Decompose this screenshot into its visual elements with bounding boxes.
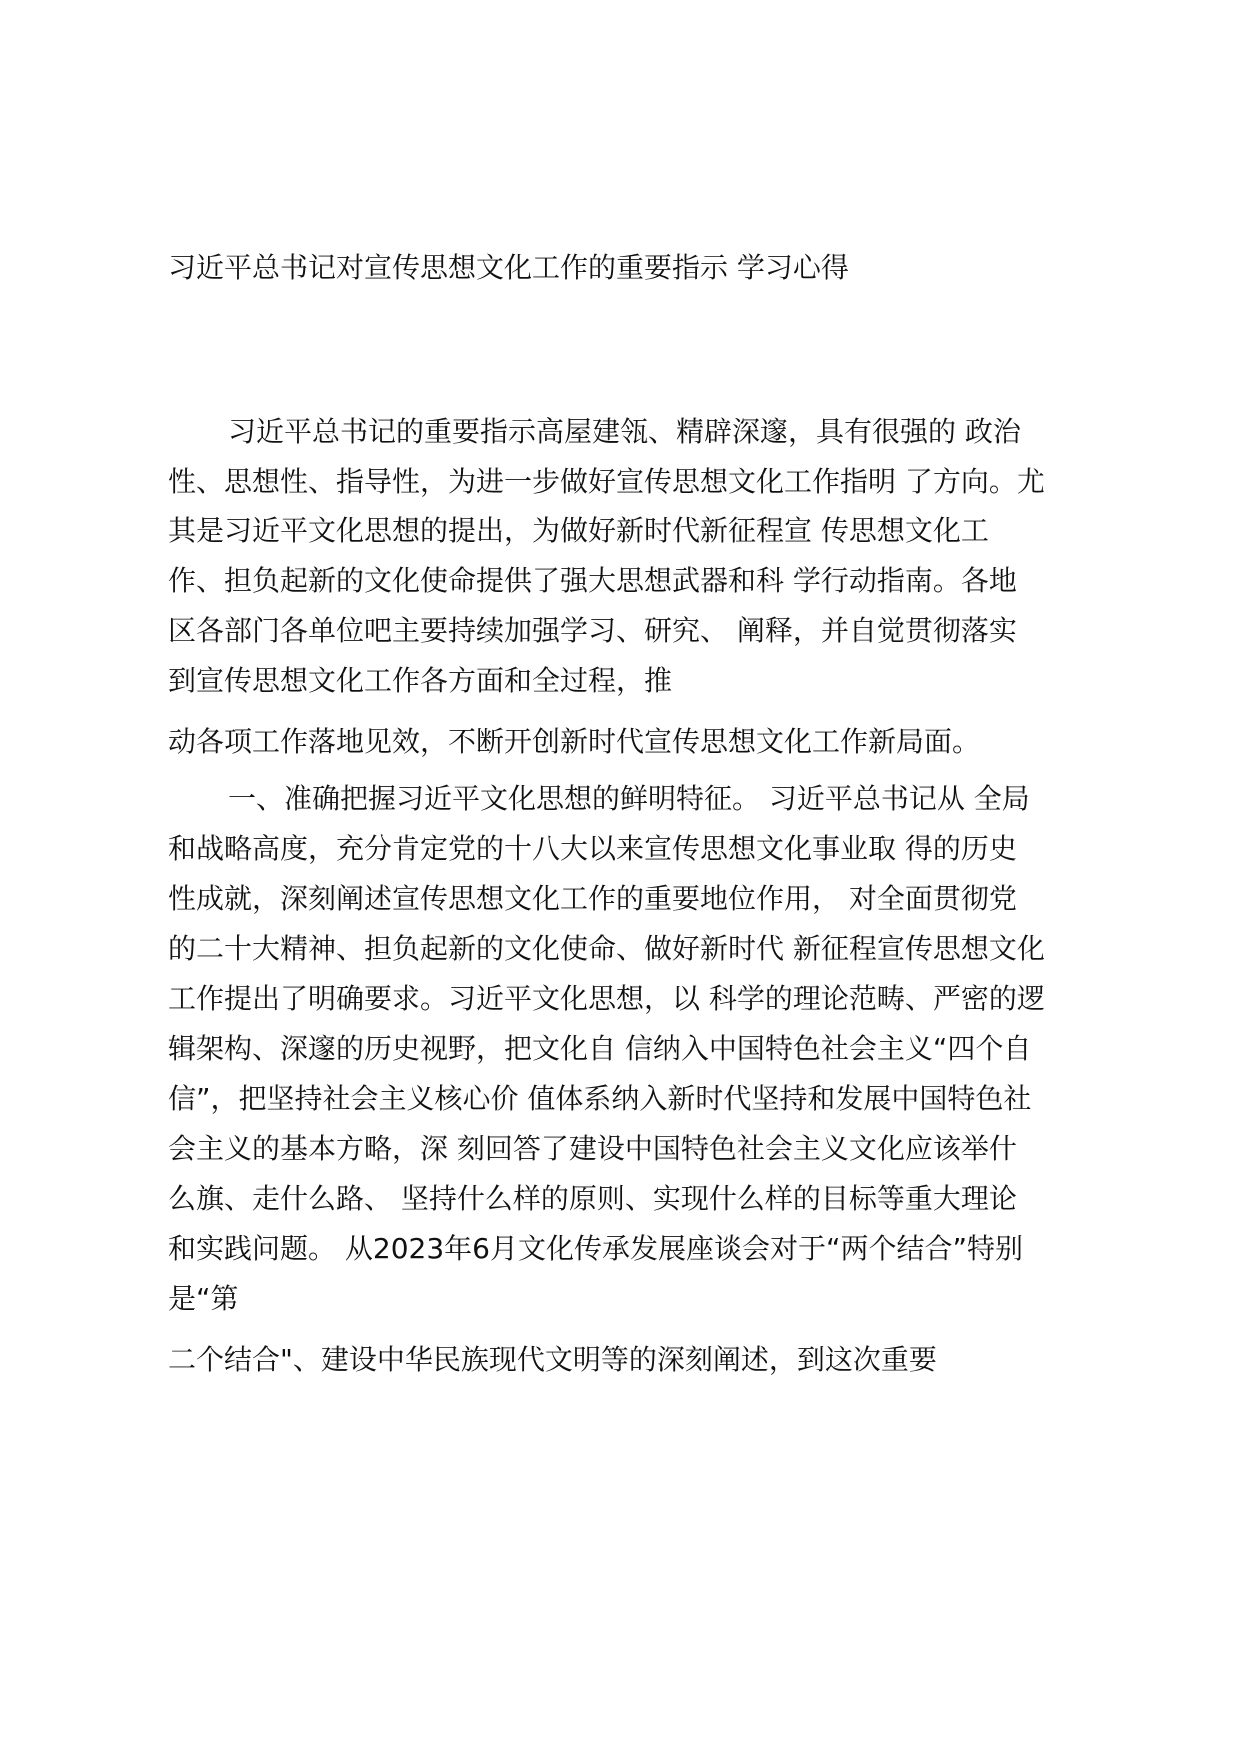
document-title: 习近平总书记对宣传思想文化工作的重要指示 学习心得 (168, 251, 849, 284)
text-line: 是“第 (168, 1282, 239, 1315)
text-line: 习近平总书记的重要指示高屋建瓴、精辟深邃，具有很强的 政治 (228, 415, 1021, 448)
text-line: 的二十大精神、担负起新的文化使命、做好新时代 新征程宣传思想文化 (168, 932, 1045, 965)
text-line: 其是习近平文化思想的提出，为做好新时代新征程宣 传思想文化工 (168, 514, 989, 547)
text-line: 动各项工作落地见效，不断开创新时代宣传思想文化工作新局面。 (168, 725, 981, 758)
text-line: 工作提出了明确要求。习近平文化思想，以 科学的理论范畴、严密的逻 (168, 982, 1045, 1015)
text-line: 性、思想性、指导性，为进一步做好宣传思想文化工作指明 了方向。尤 (168, 465, 1045, 498)
text-line: 作、担负起新的文化使命提供了强大思想武器和科 学行动指南。各地 (168, 564, 1017, 597)
text-line: 么旗、走什么路、 坚持什么样的原则、实现什么样的目标等重大理论 (168, 1182, 1017, 1215)
text-line: 信”，把坚持社会主义核心价 值体系纳入新时代坚持和发展中国特色社 (168, 1082, 1032, 1115)
text-line: 会主义的基本方略，深 刻回答了建设中国特色社会主义文化应该举什 (168, 1132, 1017, 1165)
text-line: 一、准确把握习近平文化思想的鲜明特征。 习近平总书记从 全局 (228, 782, 1030, 815)
text-line: 辑架构、深邃的历史视野，把文化自 信纳入中国特色社会主义“四个自 (168, 1032, 1032, 1065)
text-line: 性成就，深刻阐述宣传思想文化工作的重要地位作用， 对全面贯彻党 (168, 882, 1017, 915)
text-line: 区各部门各单位吧主要持续加强学习、研究、 阐释，并自觉贯彻落实 (168, 614, 1017, 647)
text-line: 到宣传思想文化工作各方面和全过程，推 (168, 664, 673, 697)
text-line: 和战略高度，充分肯定党的十八大以来宣传思想文化事业取 得的历史 (168, 832, 1017, 865)
text-line: 和实践问题。 从2023年6月文化传承发展座谈会对于“两个结合”特别 (168, 1232, 1023, 1265)
text-line: 二个结合"、建设中华民族现代文明等的深刻阐述，到这次重要 (168, 1343, 937, 1376)
